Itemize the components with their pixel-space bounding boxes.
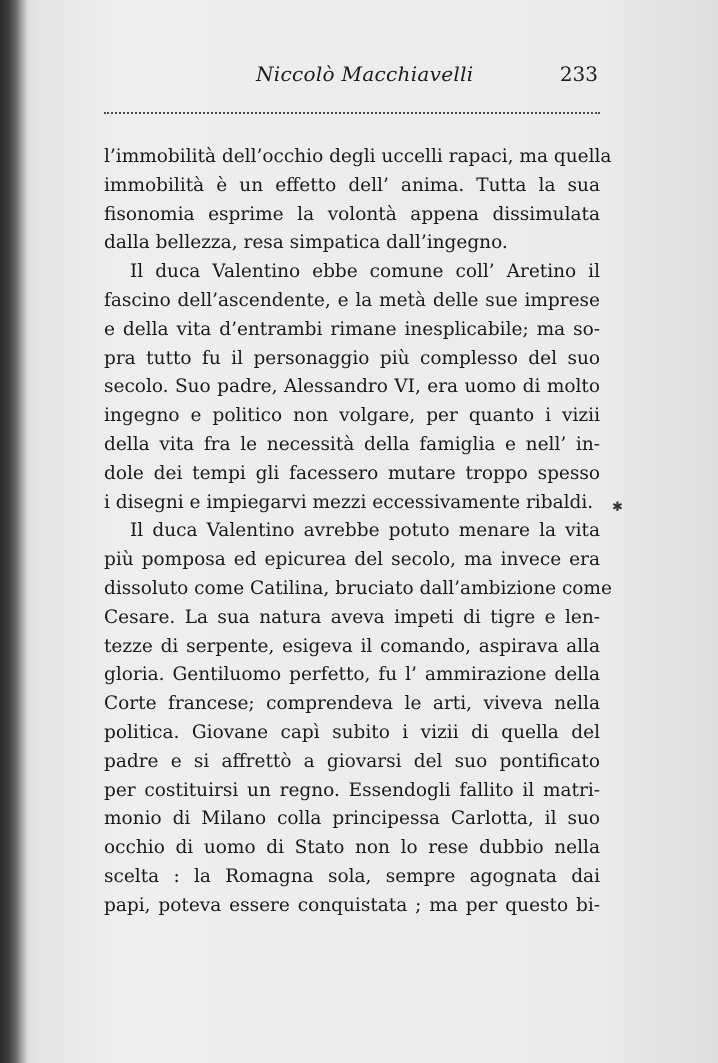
text-line: papi, poteva essere conquistata ; ma per questo bi- <box>104 894 600 916</box>
text-line: fascino dell’ascendente, e la metà delle sue imprese <box>104 289 600 311</box>
text-line: immobilità è un effetto dell’ anima. Tutta la sua <box>104 174 600 196</box>
text-line: dole dei tempi gli facessero mutare troppo spesso <box>104 462 600 484</box>
text-line: scelta : la Romagna sola, sempre agognata dai <box>104 865 600 887</box>
text-line: monio di Milano colla principessa Carlotta, il suo <box>104 808 600 830</box>
text-line: ingegno e politico non volgare, per quanto i vizii <box>104 405 600 427</box>
running-title: Niccolò Macchiavelli <box>256 62 474 86</box>
page-number: 233 <box>559 62 598 86</box>
text-line: della vita fra le necessità della famiglia e nell’ in- <box>104 433 600 455</box>
text-line: padre e si affrettò a giovarsi del suo pontificato <box>104 750 600 772</box>
header-rule <box>104 112 600 114</box>
text-line: per costituirsi un regno. Essendogli fallito il matri- <box>104 779 600 801</box>
body-text <box>104 143 612 921</box>
text-line: dalla bellezza, resa simpatica dall’ingegno. <box>104 232 508 254</box>
text-line: Il duca Valentino avrebbe potuto menare la vita <box>130 520 600 542</box>
text-line: l’immobilità dell’occhio degli uccelli rapaci, ma quella <box>104 146 612 167</box>
text-line: tezze di serpente, esigeva il comando, aspirava alla <box>104 635 600 657</box>
text-line: secolo. Suo padre, Alessandro VI, era uomo di molto <box>104 376 600 398</box>
text-line: Cesare. La sua natura aveva impeti di tigre e len- <box>104 606 600 628</box>
text-line: Il duca Valentino ebbe comune coll’ Aretino il <box>130 261 600 283</box>
text-line: più pomposa ed epicurea del secolo, ma invece era <box>104 549 600 571</box>
ink-mark-icon: ✱ <box>612 500 623 515</box>
text-line: Corte francese; comprendeva le arti, viveva nella <box>104 693 600 715</box>
text-line: pra tutto fu il personaggio più complesso del suo <box>104 347 600 369</box>
text-line: e della vita d’entrambi rimane inesplicabile; ma so- <box>104 318 600 340</box>
text-line: occhio di uomo di Stato non lo rese dubbio nella <box>104 837 600 859</box>
text-line: dissoluto come Catilina, bruciato dall’ambizione come <box>104 577 612 599</box>
text-line: politica. Giovane capì subito i vizii di quella del <box>104 721 600 743</box>
text-line: i disegni e impiegarvi mezzi eccessivamente ribaldi. <box>104 491 594 513</box>
page-header <box>104 62 600 96</box>
text-line: fisonomia esprime la volontà appena dissimulata <box>104 203 600 225</box>
text-line: gloria. Gentiluomo perfetto, fu l’ ammirazione della <box>104 664 600 686</box>
binding-shadow <box>0 0 28 1063</box>
